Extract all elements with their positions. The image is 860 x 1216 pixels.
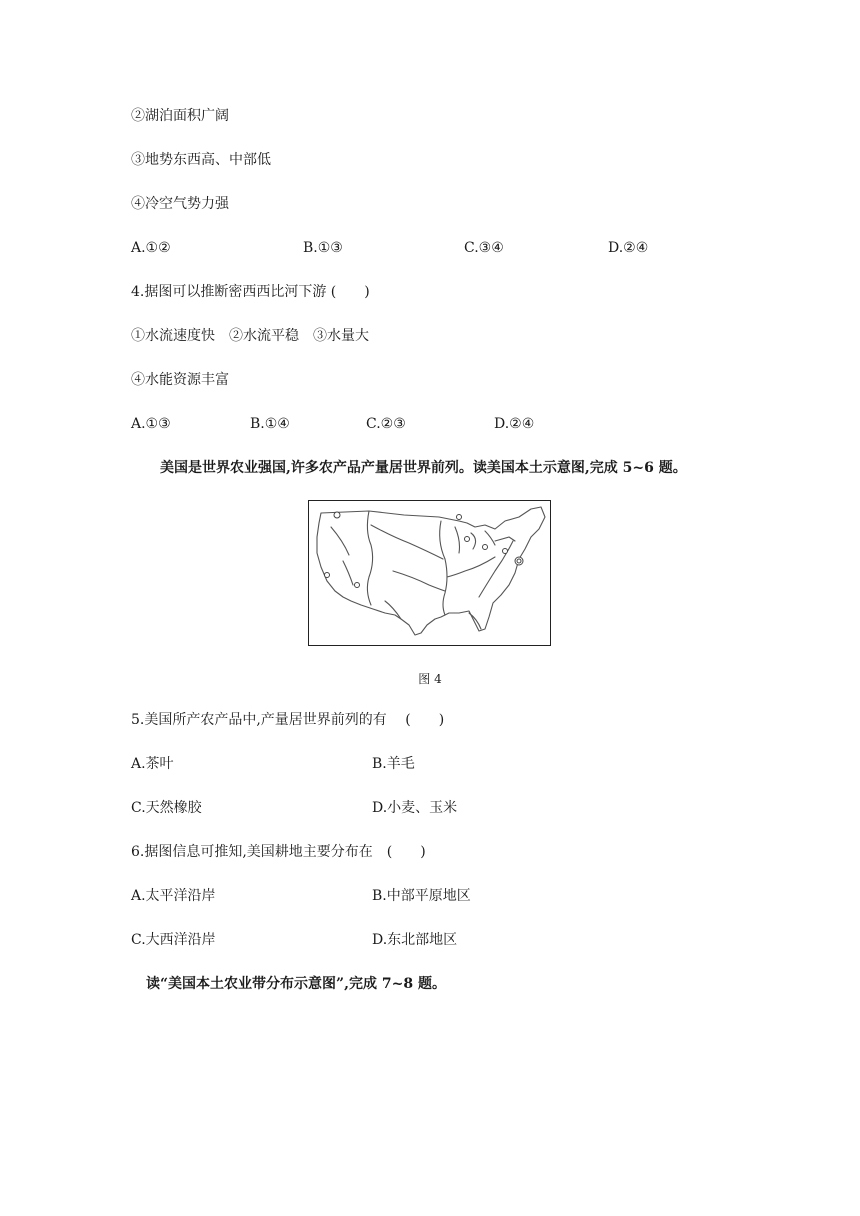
figure-caption: 图 4 — [418, 672, 442, 686]
city-marker — [503, 549, 508, 554]
q6-stem: 6.据图信息可推知,美国耕地主要分布在 ( ) — [131, 844, 426, 860]
city-marker — [457, 515, 462, 520]
missouri-river — [371, 525, 443, 559]
city-marker — [325, 573, 330, 578]
q4-items-line-1: ①水流速度快 ②水流平稳 ③水量大 — [131, 328, 369, 344]
arkansas-river — [393, 571, 445, 591]
city-marker — [355, 583, 360, 588]
us-map-figure — [308, 500, 551, 646]
q5-option-c: C.天然橡胶 — [131, 800, 202, 816]
city-marker — [517, 559, 521, 563]
q4-option-b: B.①④ — [250, 416, 290, 432]
city-marker — [483, 545, 488, 550]
q5-stem: 5.美国所产农产品中,产量居世界前列的有 ( ) — [131, 712, 445, 728]
city-marker — [465, 537, 470, 542]
intro-questions-5-6: 美国是世界农业强国,许多农产品产量居世界前列。读美国本土示意图,完成 5~6 题。 — [160, 460, 687, 476]
q3-option-a: A.①② — [131, 240, 171, 256]
rio-grande — [385, 601, 401, 619]
q6-option-b: B.中部平原地区 — [372, 888, 471, 904]
q3-option-c: C.③④ — [464, 240, 504, 256]
q4-option-d: D.②④ — [494, 416, 535, 432]
q6-option-a: A.太平洋沿岸 — [131, 888, 216, 904]
mississippi-river — [440, 521, 447, 615]
q3-item-4: ④冷空气势力强 — [131, 196, 229, 212]
q3-option-d: D.②④ — [608, 240, 649, 256]
intro-questions-7-8: 读“美国本土农业带分布示意图”,完成 7~8 题。 — [146, 976, 446, 992]
q6-option-c: C.大西洋沿岸 — [131, 932, 216, 948]
ohio-river — [447, 557, 495, 577]
q6-option-d: D.东北部地区 — [372, 932, 458, 948]
q5-option-a: A.茶叶 — [131, 756, 174, 772]
q5-option-d: D.小麦、玉米 — [372, 800, 458, 816]
q3-item-2: ②湖泊面积广阔 — [131, 108, 229, 124]
western-rivers — [331, 527, 353, 585]
us-map-drawing — [309, 501, 549, 644]
us-outline — [317, 507, 545, 635]
q4-stem: 4.据图可以推断密西西比河下游 ( ) — [131, 284, 370, 300]
q3-option-b: B.①③ — [303, 240, 343, 256]
q4-option-c: C.②③ — [366, 416, 406, 432]
q3-item-3: ③地势东西高、中部低 — [131, 152, 271, 168]
q4-items-line-2: ④水能资源丰富 — [131, 372, 229, 388]
q5-option-b: B.羊毛 — [372, 756, 415, 772]
q4-option-a: A.①③ — [131, 416, 171, 432]
city-marker — [334, 512, 340, 518]
